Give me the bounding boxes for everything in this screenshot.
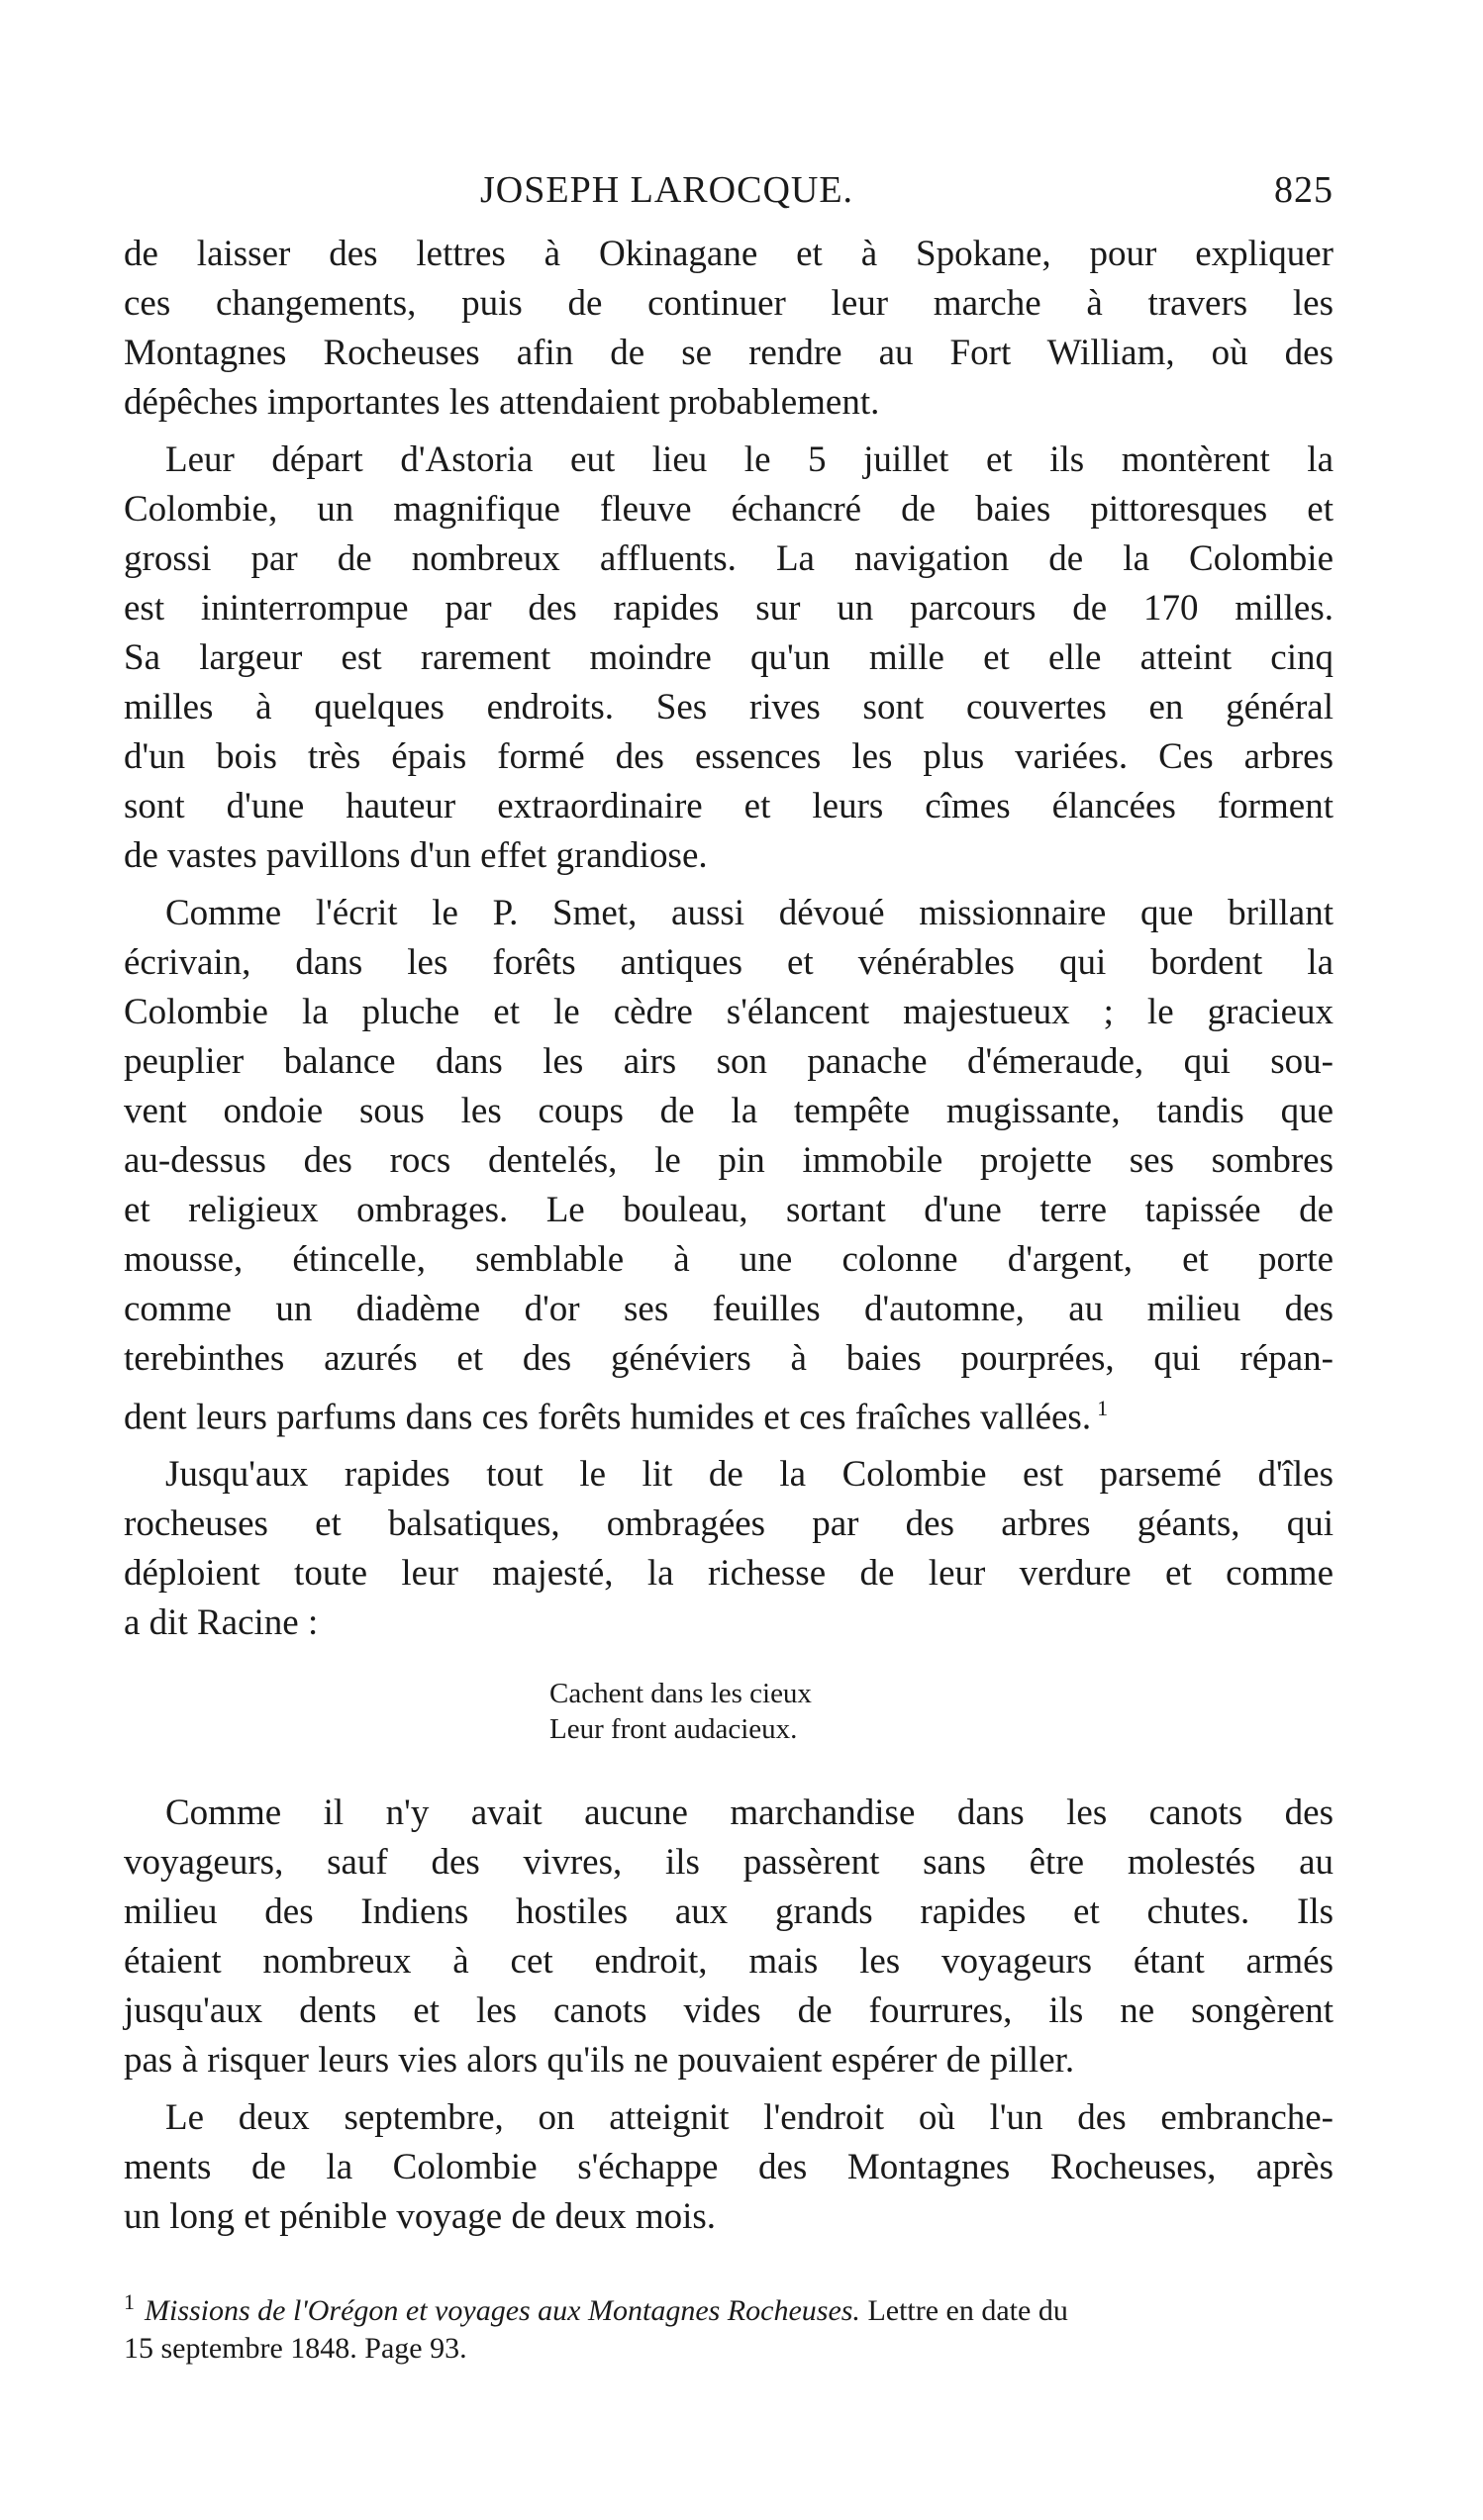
text-line: comme un diadème d'or ses feuilles d'automne, au milieu des [124,1289,1334,1329]
text-line: un long et pénible voyage de deux mois. [124,2196,717,2238]
text-line: milieu des Indiens hostiles aux grands rapides et chutes. Ils [124,1891,1334,1933]
text-line: ments de la Colombie s'échappe des Montagnes Rocheuses, après [124,2147,1334,2188]
text-line: au-dessus des rocs dentelés, le pin immobile projette ses sombres [124,1140,1334,1181]
running-head [124,168,1334,230]
text-line: de vastes pavillons d'un effet grandiose. [124,835,708,876]
text-line: rocheuses et balsatiques, ombragées par des arbres géants, qui [124,1503,1334,1545]
text-line: a dit Racine : [124,1602,319,1644]
text-line: Comme l'écrit le P. Smet, aussi dévoué missionnaire que brillant [165,893,1334,933]
book-page [124,168,1334,2368]
paragraph-5 [124,1789,1334,2085]
paragraph-3 [124,889,1334,1442]
verse-line: Cachent dans les cieux [549,1678,812,1710]
text-line: déploient toute leur majesté, la richesse de leur verdure et comme [124,1553,1334,1595]
text-line: et religieux ombrages. Le bouleau, sortant d'une terre tapissée de [124,1190,1334,1230]
footnote-title: Missions de l'Orégon et voyages aux Montagnes Rocheuses. [145,2294,860,2328]
text-line: mousse, étincelle, semblable à une colonne d'argent, et porte [124,1239,1334,1280]
text-line: écrivain, dans les forêts antiques et vénérables qui bordent la [124,942,1334,983]
text-line: Leur départ d'Astoria eut lieu le 5 juillet et ils montèrent la [165,439,1334,480]
text-line: pas à risquer leurs vies alors qu'ils ne pouvaient espérer de piller. [124,2040,1075,2082]
text-line: peuplier balance dans les airs son panache d'émeraude, qui sou- [124,1041,1334,1082]
paragraph-2 [124,436,1334,881]
footnote-line-2: 15 septembre 1848. Page 93. [124,2332,467,2366]
text-line: jusqu'aux dents et les canots vides de fourrures, ils ne songèrent [124,1990,1334,2032]
text-line: Sa largeur est rarement moindre qu'un mille et elle atteint cinq [124,637,1334,678]
running-title: JOSEPH LAROCQUE. [480,169,854,211]
paragraph-1 [124,230,1334,428]
footnote-line-1 [124,2283,1334,2330]
text-line: dépêches importantes les attendaient probablement. [124,382,880,423]
text-line: est ininterrompue par des rapides sur un parcours de 170 milles. [124,588,1334,629]
text-line-with-note [124,1384,1334,1442]
text-line: ces changements, puis de continuer leur marche à travers les [124,283,1334,324]
text-line: Colombie la pluche et le cèdre s'élancent majestueux ; le gracieux [124,992,1334,1032]
text-line: d'un bois très épais formé des essences les plus variées. Ces arbres [124,736,1334,777]
page-number: 825 [1274,169,1334,211]
footnote-mark: 1 [124,2289,135,2315]
text-line: Colombie, un magnifique fleuve échancré de baies pittoresques et [124,489,1334,530]
text-line: étaient nombreux à cet endroit, mais les voyageurs étant armés [124,1941,1334,1983]
text-line: sont d'une hauteur extraordinaire et leurs cîmes élancées forment [124,786,1334,826]
text-line: Jusqu'aux rapides tout le lit de la Colombie est parsemé d'îles [165,1454,1334,1496]
text-line: de laisser des lettres à Okinagane et à Spokane, pour expliquer [124,234,1334,274]
text-line: vent ondoie sous les coups de la tempête mugissante, tandis que [124,1091,1334,1131]
text-line: Montagnes Rocheuses afin de se rendre au Fort William, où des [124,333,1334,373]
verse-line: Leur front audacieux. [549,1713,798,1746]
text-line: grossi par de nombreux affluents. La navigation de la Colombie [124,538,1334,579]
footnote-ref: 1 [1097,1396,1109,1420]
footnote [124,2283,1334,2368]
text-line: terebinthes azurés et des généviers à baies pourprées, qui répan- [124,1338,1334,1379]
text-line: milles à quelques endroits. Ses rives sont couvertes en général [124,687,1334,727]
text-line: Comme il n'y avait aucune marchandise dans les canots des [165,1793,1334,1834]
verse-quote [124,1676,1334,1747]
footnote-text: Lettre en date du [867,2294,1068,2328]
paragraph-4 [124,1450,1334,1648]
text-line: voyageurs, sauf des vivres, ils passèrent sans être molestés au [124,1842,1334,1884]
paragraph-6 [124,2093,1334,2242]
text-line: dent leurs parfums dans ces forêts humides et ces fraîches vallées. [124,1397,1092,1438]
text-line: Le deux septembre, on atteignit l'endroit où l'un des embranche- [165,2097,1334,2139]
